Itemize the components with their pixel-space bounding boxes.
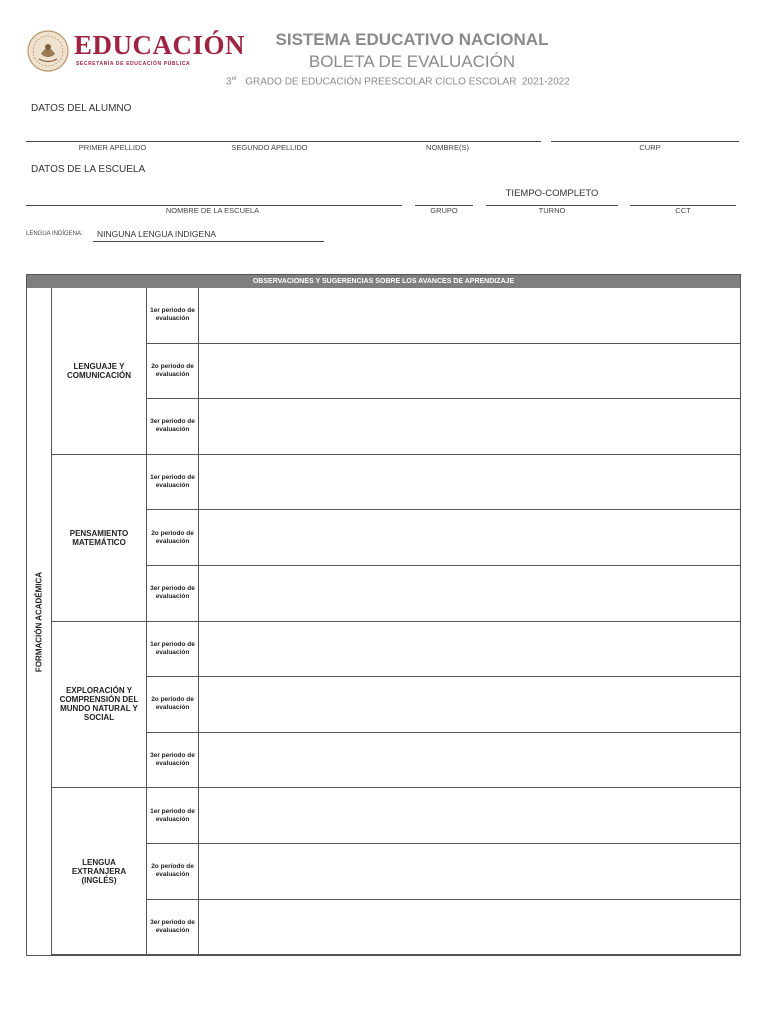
logo-subtitle: SECRETARÍA DE EDUCACIÓN PÚBLICA — [76, 61, 191, 67]
page-subtitle: BOLETA DE EVALUACIÓN — [308, 52, 516, 71]
period-cell — [147, 510, 199, 566]
indigenous-label: LENGUA INDÍGENA: — [26, 231, 83, 237]
period-label: 3er periodo de evaluación — [150, 752, 195, 768]
grade-line — [226, 76, 570, 87]
grade-suffix: er — [231, 76, 237, 82]
period-cell — [147, 844, 199, 900]
grade-number: 3 — [226, 76, 232, 88]
period-label: 1er periodo de evaluación — [150, 307, 195, 323]
school-name-caption: NOMBRE DE LA ESCUELA — [165, 206, 260, 215]
school-year: 2021-2022 — [521, 76, 570, 88]
logo-title: EDUCACIÓN — [74, 30, 246, 60]
observation-cell[interactable] — [199, 566, 740, 622]
area-cell — [52, 622, 147, 789]
indigenous-line — [93, 241, 324, 242]
mexico-seal-logo-icon — [27, 30, 69, 72]
observation-cell[interactable] — [199, 733, 740, 789]
period-cell — [147, 288, 199, 344]
area-cell — [52, 455, 147, 622]
observation-cell[interactable] — [199, 510, 740, 566]
indigenous-value: NINGUNA LENGUA INDIGENA — [97, 229, 217, 239]
period-label: 1er periodo de evaluación — [150, 640, 195, 656]
cct-caption: CCT — [675, 206, 691, 215]
period-cell — [147, 344, 199, 400]
period-cell — [147, 455, 199, 511]
period-cell — [147, 788, 199, 844]
period-label: 1er periodo de evaluación — [150, 474, 195, 490]
school-section-label: DATOS DE LA ESCUELA — [31, 164, 146, 175]
area-label: EXPLORACIÓN Y COMPRENSIÓN DEL MUNDO NATURAL Y SOCIAL — [59, 686, 139, 723]
student-section-label: DATOS DEL ALUMNO — [31, 103, 132, 114]
period-cell — [147, 399, 199, 455]
curp-line — [551, 141, 739, 142]
period-cell — [147, 900, 199, 956]
period-label: 3er periodo de evaluación — [150, 918, 195, 934]
names-caption: NOMBRE(S) — [426, 143, 469, 152]
period-cell — [147, 566, 199, 622]
observation-cell[interactable] — [199, 900, 740, 956]
observation-cell[interactable] — [199, 455, 740, 511]
table-header: OBSERVACIONES Y SUGERENCIAS SOBRE LOS AVANCES DE APRENDIZAJE — [27, 275, 740, 288]
group-caption: GRUPO — [430, 206, 458, 215]
observation-cell[interactable] — [199, 788, 740, 844]
period-label: 2o periodo de evaluación — [151, 529, 194, 545]
second-surname-caption: SEGUNDO APELLIDO — [231, 143, 308, 152]
period-label: 2o periodo de evaluación — [151, 696, 194, 712]
period-cell — [147, 622, 199, 678]
period-label: 1er periodo de evaluación — [150, 807, 195, 823]
period-label: 3er periodo de evaluación — [150, 585, 195, 601]
first-surname-caption: PRIMER APELLIDO — [78, 143, 147, 152]
period-cell — [147, 733, 199, 789]
area-label: LENGUA EXTRANJERA (INGLÉS) — [71, 857, 127, 885]
side-label-cell — [27, 288, 52, 955]
period-cell — [147, 677, 199, 733]
period-label: 3er periodo de evaluación — [150, 418, 195, 434]
observation-cell[interactable] — [199, 344, 740, 400]
shift-value: TIEMPO-COMPLETO — [505, 188, 599, 199]
page-title: SISTEMA EDUCATIVO NACIONAL — [275, 30, 549, 49]
observation-cell[interactable] — [199, 677, 740, 733]
area-label: LENGUAJE Y COMUNICACIÓN — [67, 361, 131, 380]
grade-text: GRADO DE EDUCACIÓN PREESCOLAR CICLO ESCOLAR — [245, 76, 517, 88]
period-label: 2o periodo de evaluación — [151, 863, 194, 879]
observation-cell[interactable] — [199, 622, 740, 678]
curp-caption: CURP — [639, 143, 661, 152]
area-cell — [52, 788, 147, 955]
student-name-line — [26, 141, 541, 142]
observation-cell[interactable] — [199, 844, 740, 900]
period-label: 2o periodo de evaluación — [151, 362, 194, 378]
shift-caption: TURNO — [538, 206, 566, 215]
observation-cell[interactable] — [199, 399, 740, 455]
area-cell — [52, 288, 147, 455]
area-label: PENSAMIENTO MATEMÁTICO — [69, 528, 129, 547]
observation-cell[interactable] — [199, 288, 740, 344]
side-label: FORMACIÓN ACADÉMICA — [34, 571, 44, 672]
